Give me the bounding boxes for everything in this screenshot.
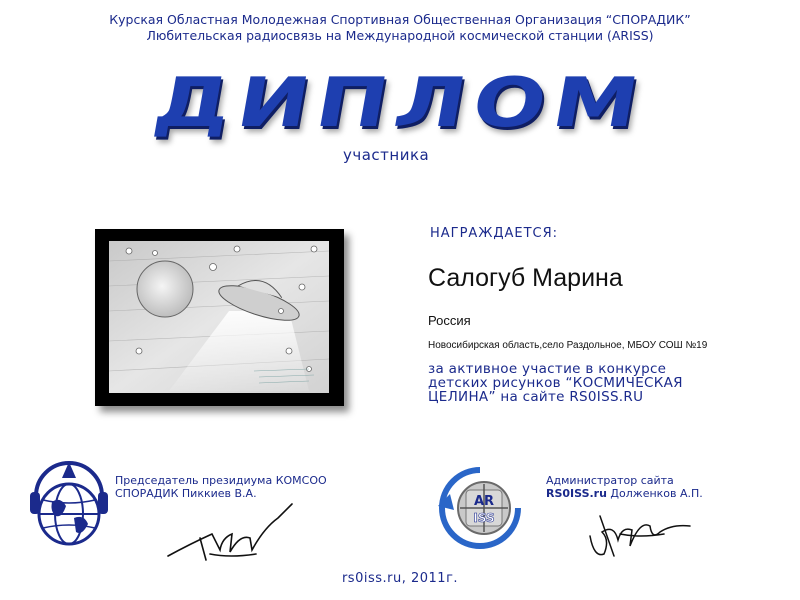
left-signatory xyxy=(115,474,327,500)
left-signature xyxy=(160,498,300,568)
footer-site-year: rs0iss.ru, 2011г. xyxy=(341,571,459,586)
right-signature xyxy=(580,506,700,566)
ariss-logo-top-text: AR xyxy=(473,494,495,509)
organization-subtitle: Любительская радиосвязь на Международной космической станции (ARISS) xyxy=(146,28,654,43)
recipient-name: Салогуб Марина xyxy=(428,264,623,292)
right-signatory-site: RS0ISS.ru xyxy=(546,487,607,500)
organization-header xyxy=(0,12,800,44)
award-reason-line: детских рисунков “КОСМИЧЕСКАЯ xyxy=(428,375,683,391)
children-drawing-image xyxy=(109,241,329,393)
award-reason xyxy=(428,362,773,404)
certificate-subtitle: участника xyxy=(343,146,430,164)
right-signatory xyxy=(546,474,703,500)
right-signatory-name-line xyxy=(546,487,703,500)
recipient-address: Новосибирская область,село Раздольное, МБОУ СОШ №19 xyxy=(428,340,708,351)
right-signatory-title: Администратор сайта xyxy=(546,474,674,487)
recipient-country: Россия xyxy=(428,313,471,328)
award-reason-line: за активное участие в конкурсе xyxy=(428,361,667,377)
organization-name: Курская Областная Молодежная Спортивная Общественная Организация “СПОРАДИК” xyxy=(109,12,691,27)
right-signatory-name: Долженков А.П. xyxy=(606,487,703,500)
drawing-frame xyxy=(95,229,344,406)
left-signatory-name: СПОРАДИК Пиккиев В.А. xyxy=(115,487,257,500)
award-reason-line: ЦЕЛИНА” на сайте RS0ISS.RU xyxy=(428,389,644,405)
ariss-logo xyxy=(436,464,528,552)
ariss-logo-bottom-text: ISS xyxy=(473,511,495,525)
sporadic-globe-logo xyxy=(26,456,112,552)
awarded-label: НАГРАЖДАЕТСЯ: xyxy=(430,226,559,241)
left-signatory-title: Председатель президиума КОМСОО xyxy=(115,474,327,487)
certificate-title: ДИПЛОМ xyxy=(147,64,653,143)
